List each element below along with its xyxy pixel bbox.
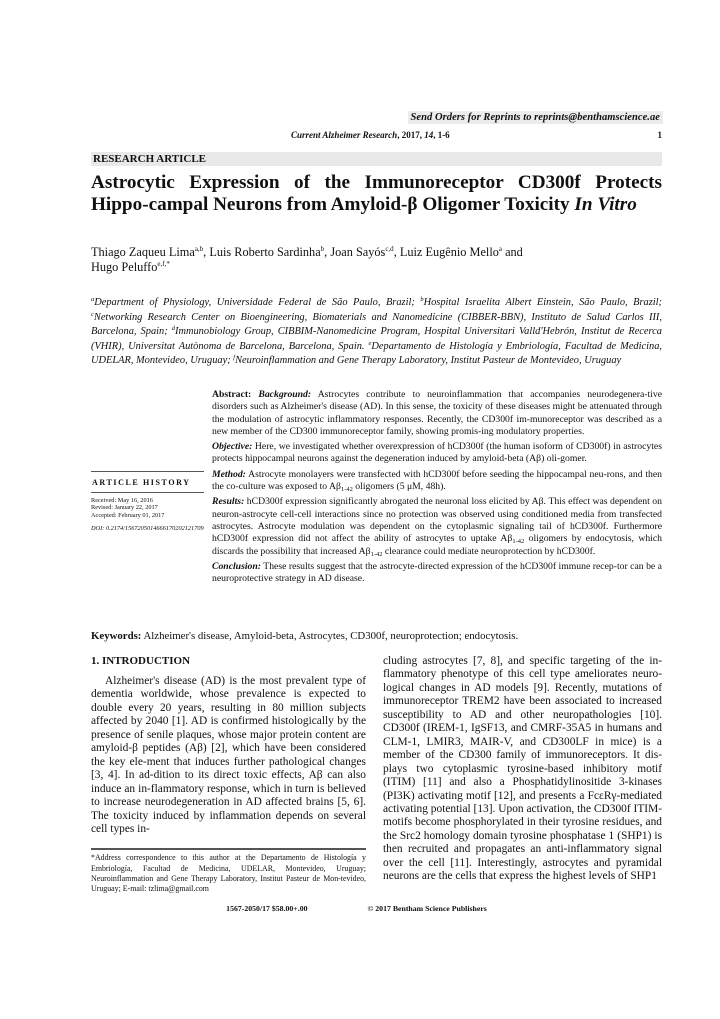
- author: Thiago Zaqueu Lima$^{a,b}$,: [91, 245, 210, 259]
- abstract-background: Abstract: Background: Astrocytes contribute to neuroinflammation that accompanies neurodegenera-tive disorders such as Alzheimer's disease (AD). In this sense, the toxicity of these diseases might be attenuated through the modulation of astrocytic inflammatory responses. Recently, the CD300f im-munoreceptor was described as a new member of the CD300 immunoreceptor family, showing promis-ing modulatory properties.: [212, 389, 663, 437]
- page-footer: [51, 904, 662, 914]
- revised-date: Revised: January 22, 2017: [91, 504, 158, 512]
- journal-year: 2017,: [401, 130, 422, 140]
- article-type-banner: RESEARCH ARTICLE: [91, 152, 662, 166]
- body-column-right: [383, 655, 662, 884]
- affiliations: [91, 296, 662, 369]
- body-column-left: [91, 655, 366, 894]
- article-title: [91, 172, 662, 216]
- received-date: Received: May 16, 2016: [91, 497, 153, 504]
- reprints-notice: Send Orders for Reprints to reprints@benthamscience.ae: [408, 111, 663, 124]
- journal-citation: Current Alzheimer Research, 2017, 14, 1-6: [291, 130, 450, 140]
- affiliation: $^c$Networking Research Center on Bioengineering, Biomaterials and Nanomedicine (CIBBER-BBN), Instituto de Salud Carlos III, Barcelona, Spain;: [91, 310, 662, 338]
- doi[interactable]: DOI: 0.2174/1567205014666170202121709: [91, 524, 204, 532]
- footnote-rule: [91, 848, 366, 850]
- page-number: 1: [657, 130, 662, 140]
- author: Luis Roberto Sardinha$^b$,: [209, 245, 331, 259]
- section-heading-introduction: 1. INTRODUCTION: [91, 655, 191, 667]
- affiliation: $^d$Immunobiology Group, CIBBIM-Nanomedicine Program, Hospital Universitari Valld'Hebrón, Institut de Recerca (VHIR), Universitat Autònoma de Barcelona, Barcelona, Spain.: [91, 325, 662, 352]
- journal-volume: 14: [424, 130, 434, 140]
- body-columns: [91, 655, 662, 894]
- body-region: [91, 630, 662, 914]
- footnote-text: *Address correspondence to this author at the Departamento de Histología y Embriología, Facultad de Medicina, UDELAR, Montevideo, Uruguay; Neuroinflammation and Gene Therapy Laboratory, Institut Pasteur de Mon-tevideo, Uruguay; E-mail: tzlima@gmail.com: [91, 853, 366, 894]
- history-heading: ARTICLE HISTORY: [92, 478, 191, 487]
- intro-paragraph-right: cluding astrocytes [7, 8], and specific targeting of the in-flammatory phenotype of this cell type ameliorates neuro-logical changes in AD models [9]. Recently, mutations of immunoreceptor TREM2 have been associated to increased susceptibility to AD and other neuropathologies [10]. CD300f (IREM-1, IgSF13, and CMRF-35A5 in humans and CLM-1, LMIR3, MAIR-V, and CD300LF in mice) is a member of the CD300 family of immunoreceptors. It dis-plays two cytoplasmic tyrosine-based inhibitory motif (ITIM) [11] and also a Phosphatidylinositide 3-kinases (PI3K) activating motif [12], and presents a FcεRγ-mediated activating potential [13]. Upon activation, the CD300f ITIM-motifs become phosphorylated in their tyrosine residues, and the Src2 homology domain tyrosine phosphatase 1 (SHP1) is then recruited and propagates an anti-inflammatory signal over the cell [11]. Interestingly, astrocytes and pyramidal neurons are the cells that express the highest levels of SHP1: [383, 655, 662, 883]
- history-dates: [91, 493, 204, 519]
- author: Luiz Eugênio Mello$^a$ and: [399, 245, 523, 259]
- author: Hugo Peluffo$^{e,f,*}$: [91, 260, 170, 274]
- journal-name: Current Alzheimer Research: [291, 130, 398, 140]
- author-list: [91, 245, 651, 275]
- abstract-objective: Objective: Here, we investigated whether overexpression of hCD300f (the human isoform of CD300f) in astrocytes protects hippocampal neurons against the degeneration induced by amyloid-beta (Aβ) oli-gomer.: [212, 441, 662, 465]
- journal-pages: , 1-6: [433, 130, 450, 140]
- accepted-date: Accepted: February 01, 2017: [91, 511, 165, 519]
- affiliation: $^a$Department of Physiology, Universidade Federal de São Paulo, Brazil;: [91, 296, 421, 308]
- title-italic-suffix: In Vitro: [574, 194, 637, 215]
- copyright-notice: © 2017 Bentham Science Publishers: [367, 904, 487, 914]
- abstract-method: Method: Astrocyte monolayers were transfected with hCD300f before seeding the hippocampal neu-rons, and then the co-culture was exposed to $A\beta_{1-42}$ oligomers (5 μM, 48h).: [212, 468, 662, 494]
- intro-paragraph-left: Alzheimer's disease (AD) is the most prevalent type of dementia worldwide, whose prevalence is expected to double every 20 years, resulting in 80 million subjects affected by 2040 [1]. AD is confirmed histologically by the presence of senile plaques, whose major protein content are amyloid-β peptides (Aβ) [2], which have been considered the key ele-ment that induces further pathological changes [3, 4]. In ad-dition to its direct toxic effects, Aβ can also induce an in-flammatory response, which in turn is believed to increase neurodegeneration in AD affected brains [5, 6]. The toxicity induced by inflammation depends on several cell types in-: [91, 675, 366, 835]
- author: Joan Sayós$^{c,d}$,: [330, 245, 400, 259]
- keywords-text: Alzheimer's disease, Amyloid-beta, Astrocytes, CD300f, neuroprotection; endocytosis.: [141, 630, 519, 642]
- article-history: [91, 471, 204, 532]
- affiliation: $^b$Hospital Israelita Albert Einstein, São Paulo, Brazil;: [420, 296, 662, 308]
- title-main: Astrocytic Expression of the Immunoreceptor CD300f Protects Hippo-campal Neurons from Amyloid-β Oligomer Toxicity: [91, 172, 662, 215]
- abstract-results: Results: hCD300f expression significantly abrogated the neuronal loss elicited by Aβ. This effect was dependent on neuron-astrocyte cell-cell interactions since no protection was observed using conditioned media from transfected astrocytes. Astrocyte modulation was dependent on the cytoplasmic signaling tail of hCD300f. Furthermore hCD300f expression did not affect the ability of astrocytes to uptake $A\beta_{1-42}$ oligomers by endocytosis, which discards the possibility that increased $A\beta_{1-42}$ clearance could mediate neuroprotection by hCD300f.: [212, 496, 662, 558]
- abstract: [212, 389, 662, 588]
- abstract-region: [91, 389, 662, 588]
- keywords-label: Keywords:: [91, 630, 142, 642]
- abstract-conclusion: Conclusion: These results suggest that the astrocyte-directed expression of the hCD300f immune recep-tor can be a neuroprotective strategy in AD disease.: [212, 560, 662, 585]
- affiliation: $^e$Departamento de Histología y Embriología, Facultad de Medicina, UDELAR, Montevideo, Uruguay;: [91, 339, 663, 367]
- issn-price: 1567-2050/17 $58.00+.00: [226, 904, 308, 914]
- correspondence-footnote: [91, 848, 366, 894]
- affiliation: $^f$Neuroinflammation and Gene Therapy Laboratory, Institut Pasteur de Montevideo, Uruguay: [233, 354, 622, 367]
- keywords: [91, 630, 662, 643]
